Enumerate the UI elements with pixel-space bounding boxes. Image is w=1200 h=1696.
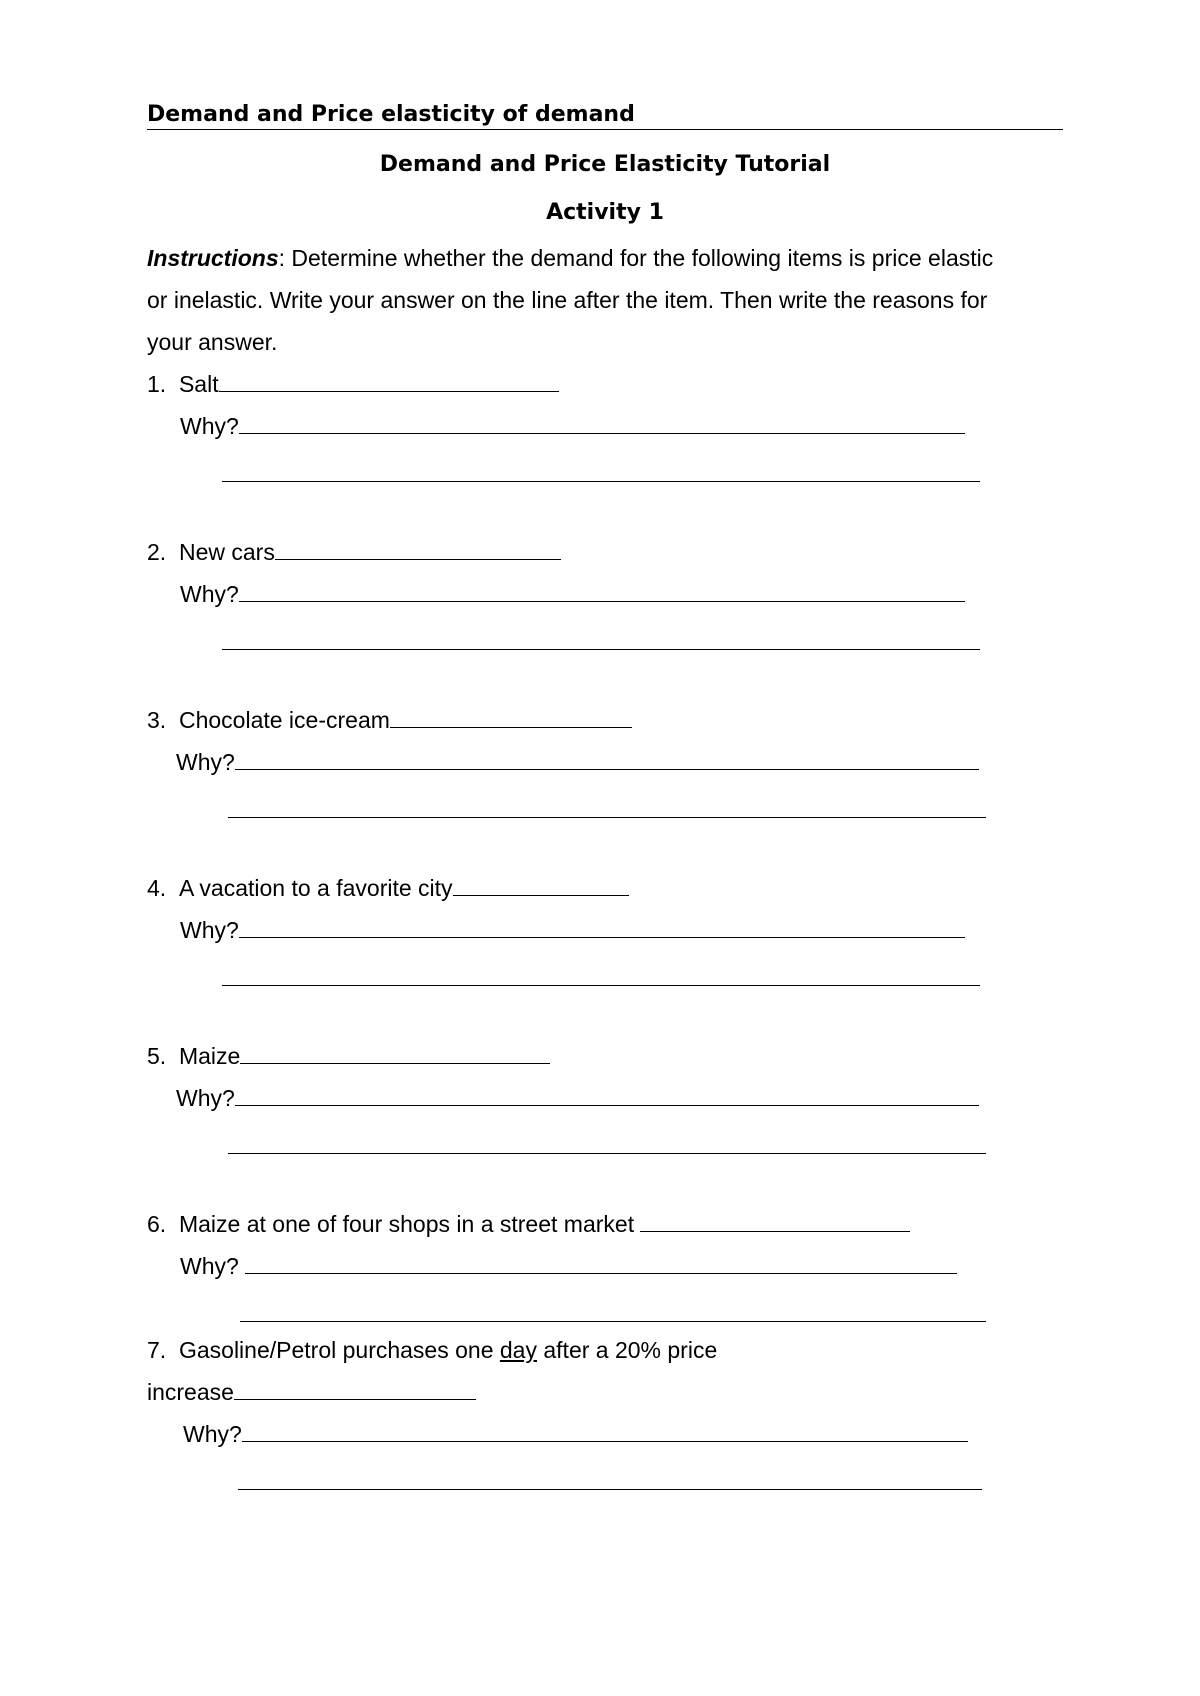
reason-blank[interactable] [239, 413, 965, 434]
why-line-6 [180, 1252, 957, 1280]
instructions-line-2: or inelastic. Write your answer on the line after the item. Then write the reasons for [147, 287, 988, 313]
reason-blank[interactable] [245, 1253, 957, 1274]
why-label: Why? [180, 581, 239, 607]
answer-blank[interactable] [275, 539, 561, 560]
reason-blank[interactable] [239, 581, 965, 602]
instructions-line-3: your answer. [147, 329, 278, 355]
why-line-7 [183, 1420, 968, 1448]
question-label: Maize at one of four shops in a street market [178, 1211, 641, 1237]
question-number: 7. [147, 1337, 167, 1363]
reason-line[interactable] [228, 817, 986, 818]
question-label: Salt [178, 371, 219, 397]
why-line-5 [176, 1084, 979, 1112]
question-label: A vacation to a favorite city [178, 875, 453, 901]
question-4 [147, 874, 629, 902]
why-label: Why? [176, 749, 235, 775]
why-line-2 [180, 580, 965, 608]
instructions-line-1 [147, 244, 993, 272]
answer-blank[interactable] [234, 1379, 476, 1400]
question-number: 1. [147, 371, 167, 397]
question-number: 5. [147, 1043, 167, 1069]
answer-blank[interactable] [390, 707, 632, 728]
reason-blank[interactable] [235, 749, 979, 770]
why-line-3 [176, 748, 979, 776]
question-number: 3. [147, 707, 167, 733]
question-label-end: after a 20% price [536, 1337, 718, 1363]
reason-line[interactable] [228, 1153, 986, 1154]
why-label: Why? [176, 1085, 235, 1111]
activity-heading: Activity 1 [546, 200, 664, 225]
reason-line[interactable] [240, 1321, 986, 1322]
question-number: 4. [147, 875, 167, 901]
why-label: Why? [180, 413, 239, 439]
question-label: Chocolate ice-cream [178, 707, 390, 733]
reason-blank[interactable] [235, 1085, 979, 1106]
question-5 [147, 1042, 550, 1070]
why-line-4 [180, 916, 965, 944]
answer-blank[interactable] [640, 1211, 910, 1232]
question-7 [147, 1336, 717, 1364]
why-label: Why? [180, 1253, 246, 1279]
question-2 [147, 538, 561, 566]
header-title: Demand and Price elasticity of demand [147, 102, 1063, 130]
instructions-text-1: Determine whether the demand for the following items is price elastic [285, 245, 994, 271]
question-label: New cars [178, 539, 275, 565]
answer-blank[interactable] [453, 875, 629, 896]
question-number: 2. [147, 539, 167, 565]
question-label-emphasis: day [499, 1337, 537, 1363]
why-label: Why? [183, 1421, 242, 1447]
question-6 [147, 1210, 910, 1238]
reason-blank[interactable] [239, 917, 965, 938]
reason-blank[interactable] [242, 1421, 968, 1442]
question-7-continued [147, 1378, 476, 1406]
question-1 [147, 370, 559, 398]
question-number: 6. [147, 1211, 167, 1237]
question-label: Maize [178, 1043, 241, 1069]
why-label: Why? [180, 917, 239, 943]
reason-line[interactable] [222, 985, 980, 986]
reason-line[interactable] [238, 1489, 982, 1490]
reason-line[interactable] [222, 649, 980, 650]
subtitle: Demand and Price Elasticity Tutorial [379, 152, 831, 177]
answer-blank[interactable] [240, 1043, 550, 1064]
answer-blank[interactable] [219, 371, 559, 392]
why-line-1 [180, 412, 965, 440]
reason-line[interactable] [222, 481, 980, 482]
question-label-line2: increase [147, 1379, 234, 1405]
question-label-start: Gasoline/Petrol purchases one [178, 1337, 500, 1363]
instructions-label: Instructions [147, 245, 279, 271]
instructions-colon: : [278, 245, 286, 271]
question-3 [147, 706, 632, 734]
